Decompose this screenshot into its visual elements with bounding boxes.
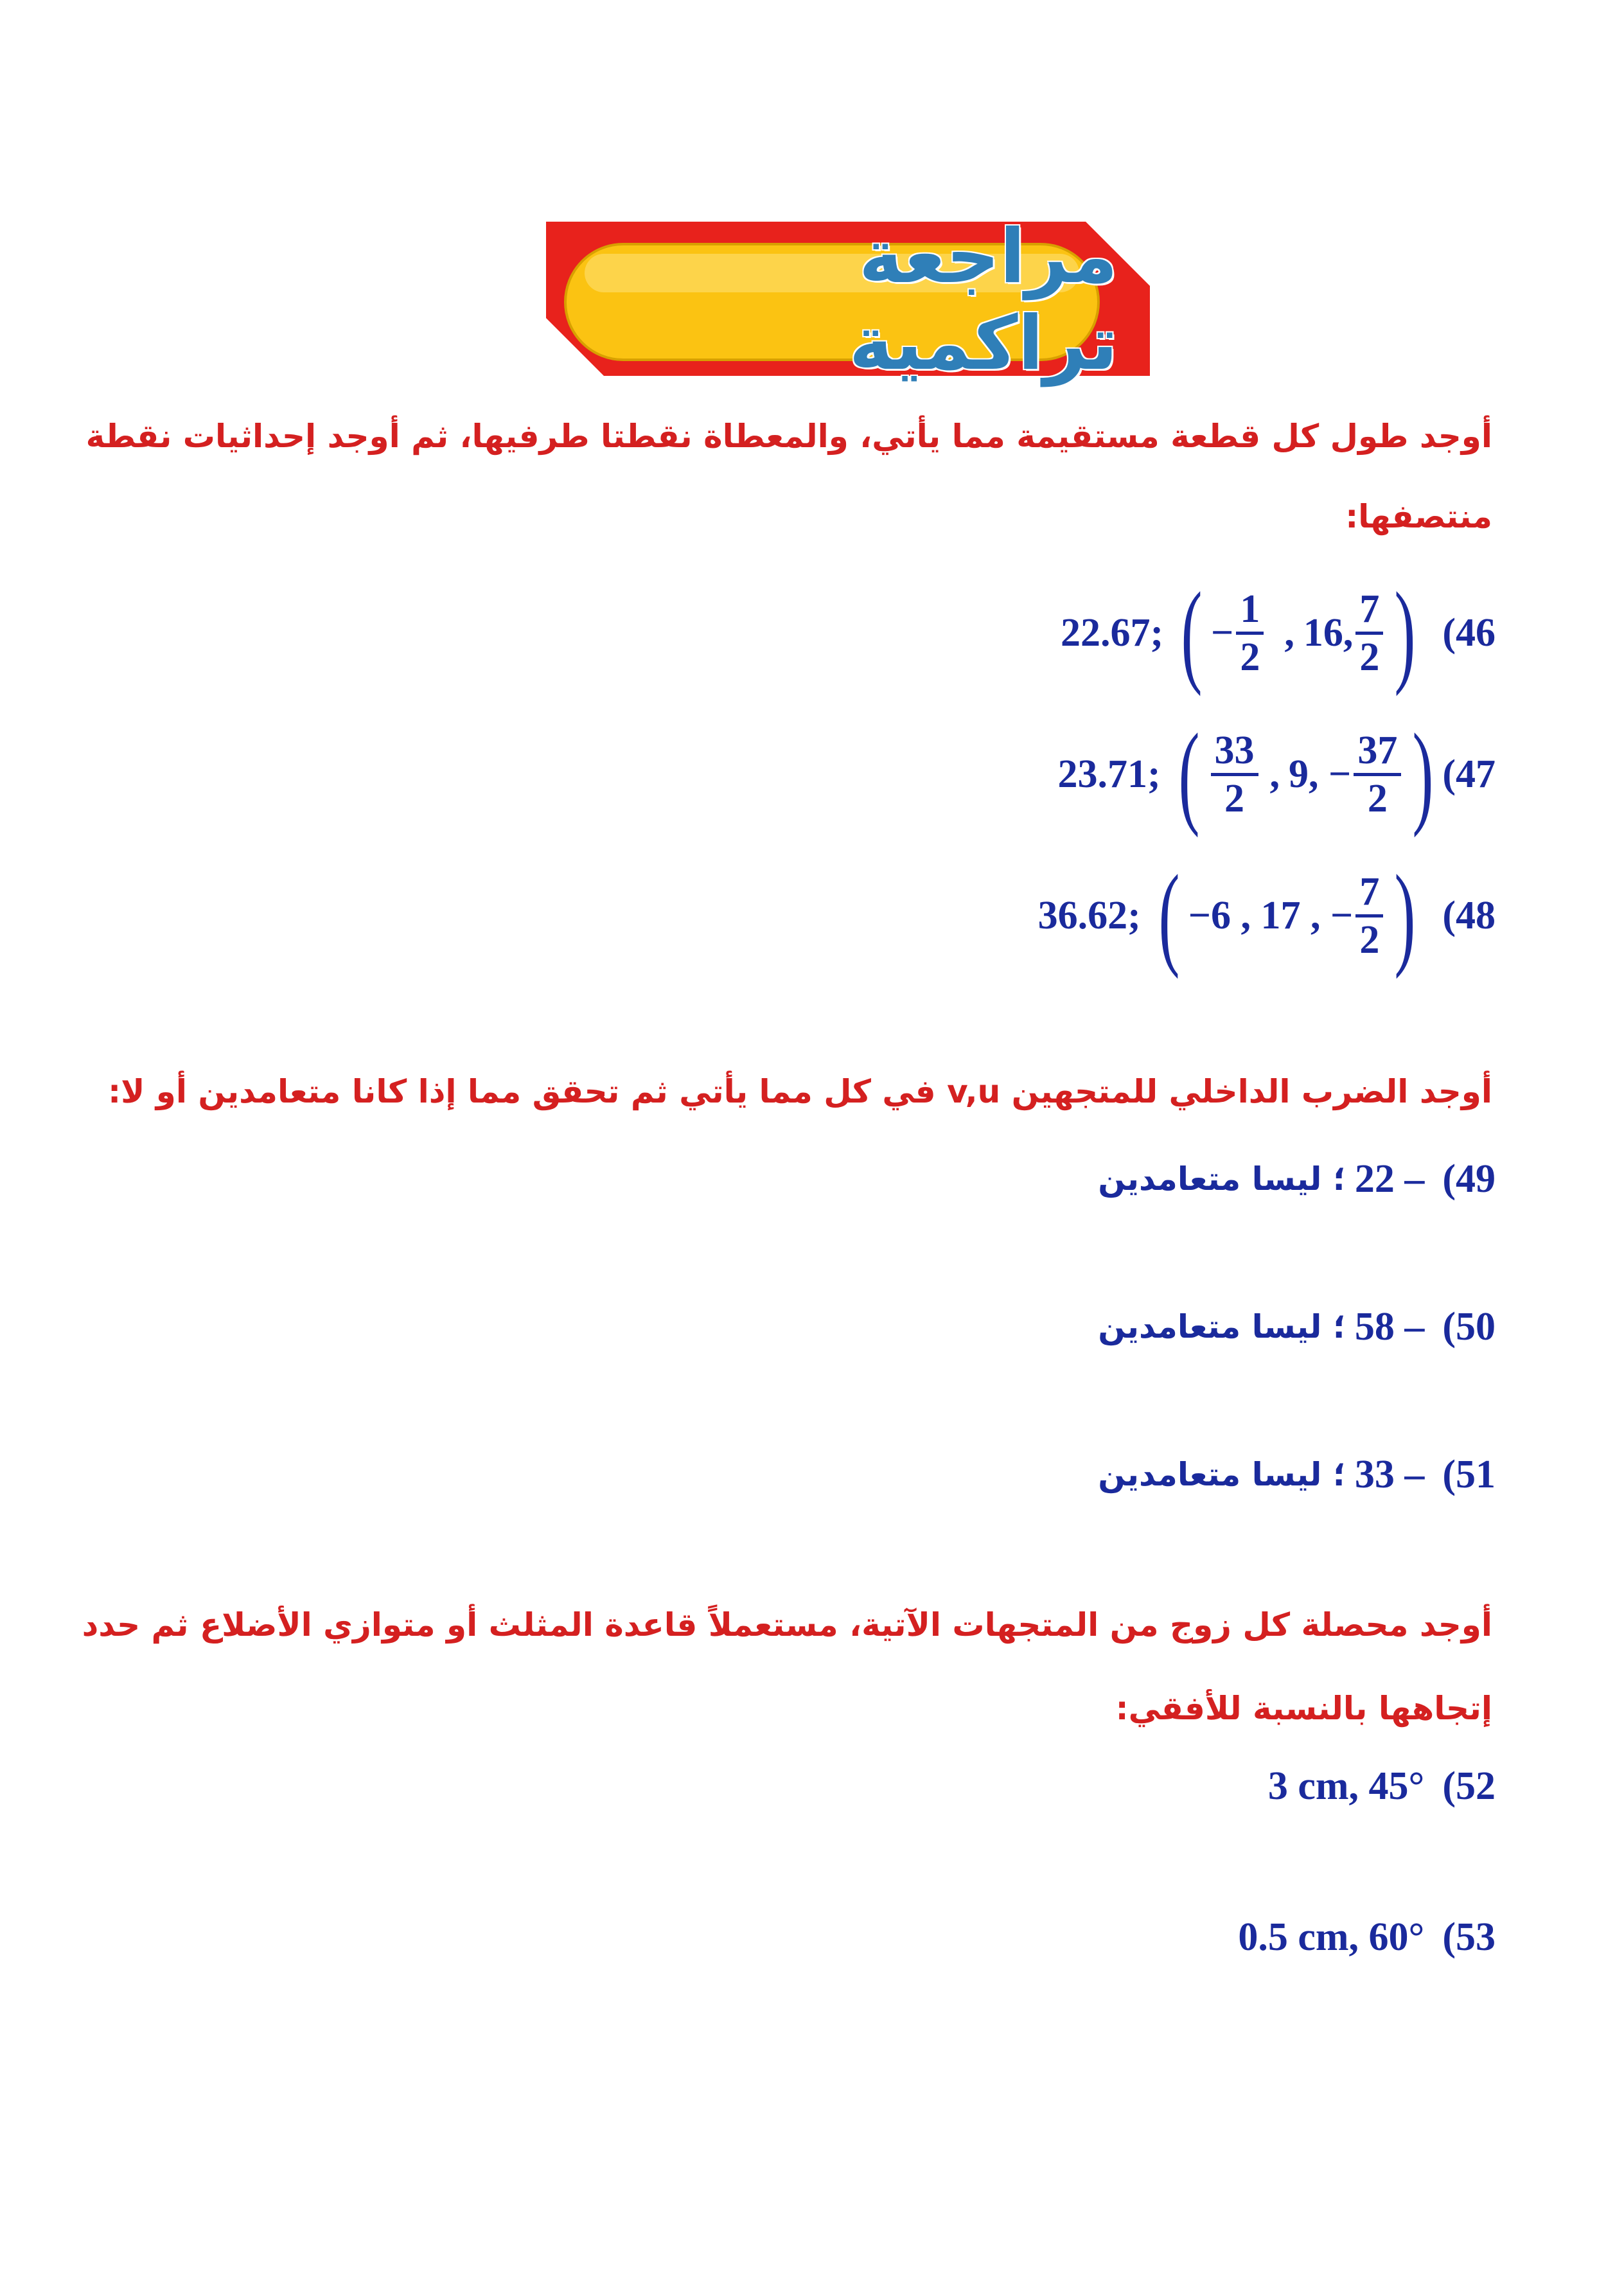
left-paren: (: [1158, 851, 1180, 979]
separator: ,: [1269, 752, 1280, 796]
dot-product-value: 22 –: [1354, 1156, 1425, 1201]
result-text: ؛ ليسا متعامدين: [1098, 1308, 1346, 1345]
fraction: $\frac{33}{2}$: [1211, 731, 1258, 819]
exercise-number: (53: [1442, 1915, 1496, 1959]
right-paren: ): [1394, 569, 1416, 696]
exercise-48: [1037, 851, 1496, 979]
exercise-53: [1238, 1911, 1496, 1963]
exercise-number: (48: [1442, 893, 1496, 937]
instruction-resultant-line2: إتجاهها بالنسبة للأفقي:: [1115, 1690, 1492, 1727]
exercise-52: [1268, 1760, 1496, 1812]
right-paren: ): [1412, 710, 1434, 838]
dot-product-value: 58 –: [1354, 1304, 1425, 1349]
separator: ,: [1284, 610, 1294, 655]
dot-product-value: 33 –: [1354, 1452, 1425, 1496]
instruction-dot-product: أوجد الضرب الداخلي للمتجهين v,u في كل مما يأتي ثم تحقق مما إذا كانا متعامدين أو لا:: [108, 1073, 1492, 1110]
exercise-number: (51: [1442, 1452, 1496, 1496]
vector-value: 3 cm, 45°: [1267, 1764, 1425, 1808]
exercise-51: [1098, 1449, 1496, 1500]
fraction: $\frac{7}{2}$: [1355, 872, 1383, 960]
coordinates: −6 , 17 , −: [1188, 893, 1354, 937]
exercise-49: [1098, 1153, 1496, 1205]
fraction: $\frac{7}{2}$: [1355, 589, 1383, 677]
instruction-lengths-line1: أوجد طول كل قطعة مستقيمة مما يأتي، والمعطاة نقطتا طرفيها، ثم أوجد إحداثيات نقطة: [85, 418, 1492, 455]
fraction: $\frac{1}{2}$: [1236, 589, 1264, 677]
exercise-number: (50: [1442, 1304, 1496, 1349]
fraction: $\frac{37}{2}$: [1354, 731, 1401, 819]
result-text: ؛ ليسا متعامدين: [1098, 1160, 1346, 1198]
length-value: 22.67;: [1060, 610, 1164, 655]
exercise-46: [1060, 569, 1496, 696]
instruction-resultant-line1: أوجد محصلة كل زوج من المتجهات الآتية، مستعملاً قاعدة المثلث أو متوازي الأضلاع ثم حدد: [82, 1606, 1492, 1644]
coordinate: 9, −: [1289, 752, 1352, 796]
exercise-number: (47: [1442, 752, 1496, 796]
title-banner: [540, 213, 1156, 387]
left-paren: (: [1181, 569, 1203, 696]
page-title: مراجعة تراكمية: [849, 213, 1118, 387]
exercise-47: [1057, 710, 1496, 838]
vector-value: 0.5 cm, 60°: [1238, 1915, 1425, 1959]
exercise-number: (46: [1442, 610, 1496, 655]
instruction-lengths-line2: منتصفها:: [1345, 498, 1492, 535]
coordinate: 16,: [1303, 610, 1354, 655]
length-value: 23.71;: [1057, 752, 1161, 796]
right-paren: ): [1394, 851, 1416, 979]
sign: −: [1211, 610, 1234, 655]
exercise-50: [1098, 1301, 1496, 1352]
left-paren: (: [1178, 710, 1200, 838]
length-value: 36.62;: [1037, 893, 1141, 937]
exercise-number: (49: [1442, 1156, 1496, 1201]
result-text: ؛ ليسا متعامدين: [1098, 1456, 1346, 1493]
exercise-number: (52: [1442, 1764, 1496, 1808]
